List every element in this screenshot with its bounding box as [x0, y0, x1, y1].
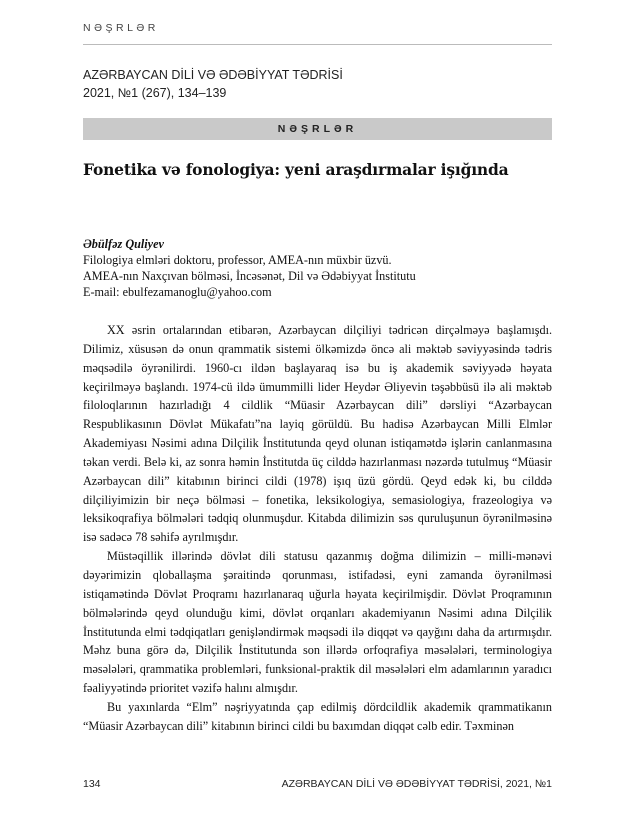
header-divider [83, 44, 552, 45]
author-block [83, 236, 552, 300]
page-number: 134 [83, 778, 101, 790]
author-degree: Filologiya elmləri doktoru, professor, AMEA-nın müxbir üzvü. [83, 253, 392, 267]
author-email: E-mail: ebulfezamanoglu@yahoo.com [83, 285, 272, 299]
article-title: Fonetika və fonologiya: yeni araşdırmalar işığında [83, 160, 509, 179]
journal-name: AZƏRBAYCAN DİLİ VƏ ƏDƏBİYYAT TƏDRİSİ [83, 68, 343, 82]
author-affiliation: AMEA-nın Naxçıvan bölməsi, İncəsənət, Dil və Ədəbiyyat İnstitutu [83, 269, 416, 283]
paragraph: Müstəqillik illərində dövlət dili statusu qazanmış doğma dilimizin – milli-mənəvi dəyərimizin qloballaşma şəraitində qorunması, istifadəsi, eyni zamanda öyrənilməsi istiqamətində Dövlət Proqramı hazırlanaraq uğurla həyata keçirilmişdir. Dövlət Proqramının bölmələrində qeyd olunduğu kimi, dövlət orqanları akademiyanın Nəsimi adına Dilçilik İnstitutunda elmi tədqiqatları genişləndirmək məqsədi ilə diqqət və qayğını daha da artırmışdır. Məhz buna görə də, Dilçilik İnstitutunda son illərdə orfoqrafiya məsələləri, terminologiya məsələləri, qrammatika problemləri, funksional-praktik dil məsələləri elm adamlarının yaradıcı fəaliyyətində prioritet vəzifə halını almışdır. [83, 549, 552, 696]
article-body [83, 321, 552, 736]
footer-journal: AZƏRBAYCAN DİLİ VƏ ƏDƏBİYYAT TƏDRİSİ, 2021, №1 [281, 778, 552, 790]
journal-issue: 2021, №1 (267), 134–139 [83, 86, 227, 100]
paragraph: XX əsrin ortalarından etibarən, Azərbaycan dilçiliyi tədricən dirçəlməyə başlamışdı. Dilimiz, xüsusən də onun qrammatik sistemi ölkəmizdə öncə ali məktəb səviyyəsində tədris məqsədilə öyrənilirdi. 1960-cı ildən başlayaraq isə bu iş akademik səviyyədə həyata keçirilməyə başlandı. 1974-cü ildə ümummilli lider Heydər Əliyevin təşəbbüsü ilə ali məktəb filoloqlarının hazırladığı 4 cildlik “Müasir Azərbaycan dili” dərsliyi “Azərbaycan Respublikasının Dövlət Mükafatı”na layiq görüldü. Bu hadisə Azərbaycan Milli Elmlər Akademiyası Nəsimi adına Dilçilik İnstitutunda qeyd olunan istiqamətdə işlərin canlanmasına təkan verdi. Belə ki, az sonra həmin İnstitutda üç cilddə hazırlanması nəzərdə tutulmuş “Müasir Azərbaycan dili” kitabının birinci cildi (1978) işıq üzü gördü. Qeyd edək ki, bu cilddə dilçiliyimizin bir neçə bölməsi – fonetika, leksikologiya, semasiologiya, frazeologiya və leksikoqrafiya bölmələri tədqiq olunmuşdur. Kitabda dilimizin səs quruluşunun öyrənilməsinə isə sadəcə 78 səhifə ayrılmışdır. [83, 323, 552, 545]
section-heading: NƏŞRLƏR [83, 118, 552, 140]
journal-info [83, 66, 343, 102]
paragraph: Bu yaxınlarda “Elm” nəşriyyatında çap edilmiş dördcildlik akademik qrammatikanın “Müasir Azərbaycan dili” kitabının birinci cildi bu baxımdan diqqət cəlb edir. Təxminən [83, 699, 552, 733]
running-head: NƏŞRLƏR [83, 22, 159, 34]
author-name: Əbülfəz Quliyev [83, 237, 164, 251]
